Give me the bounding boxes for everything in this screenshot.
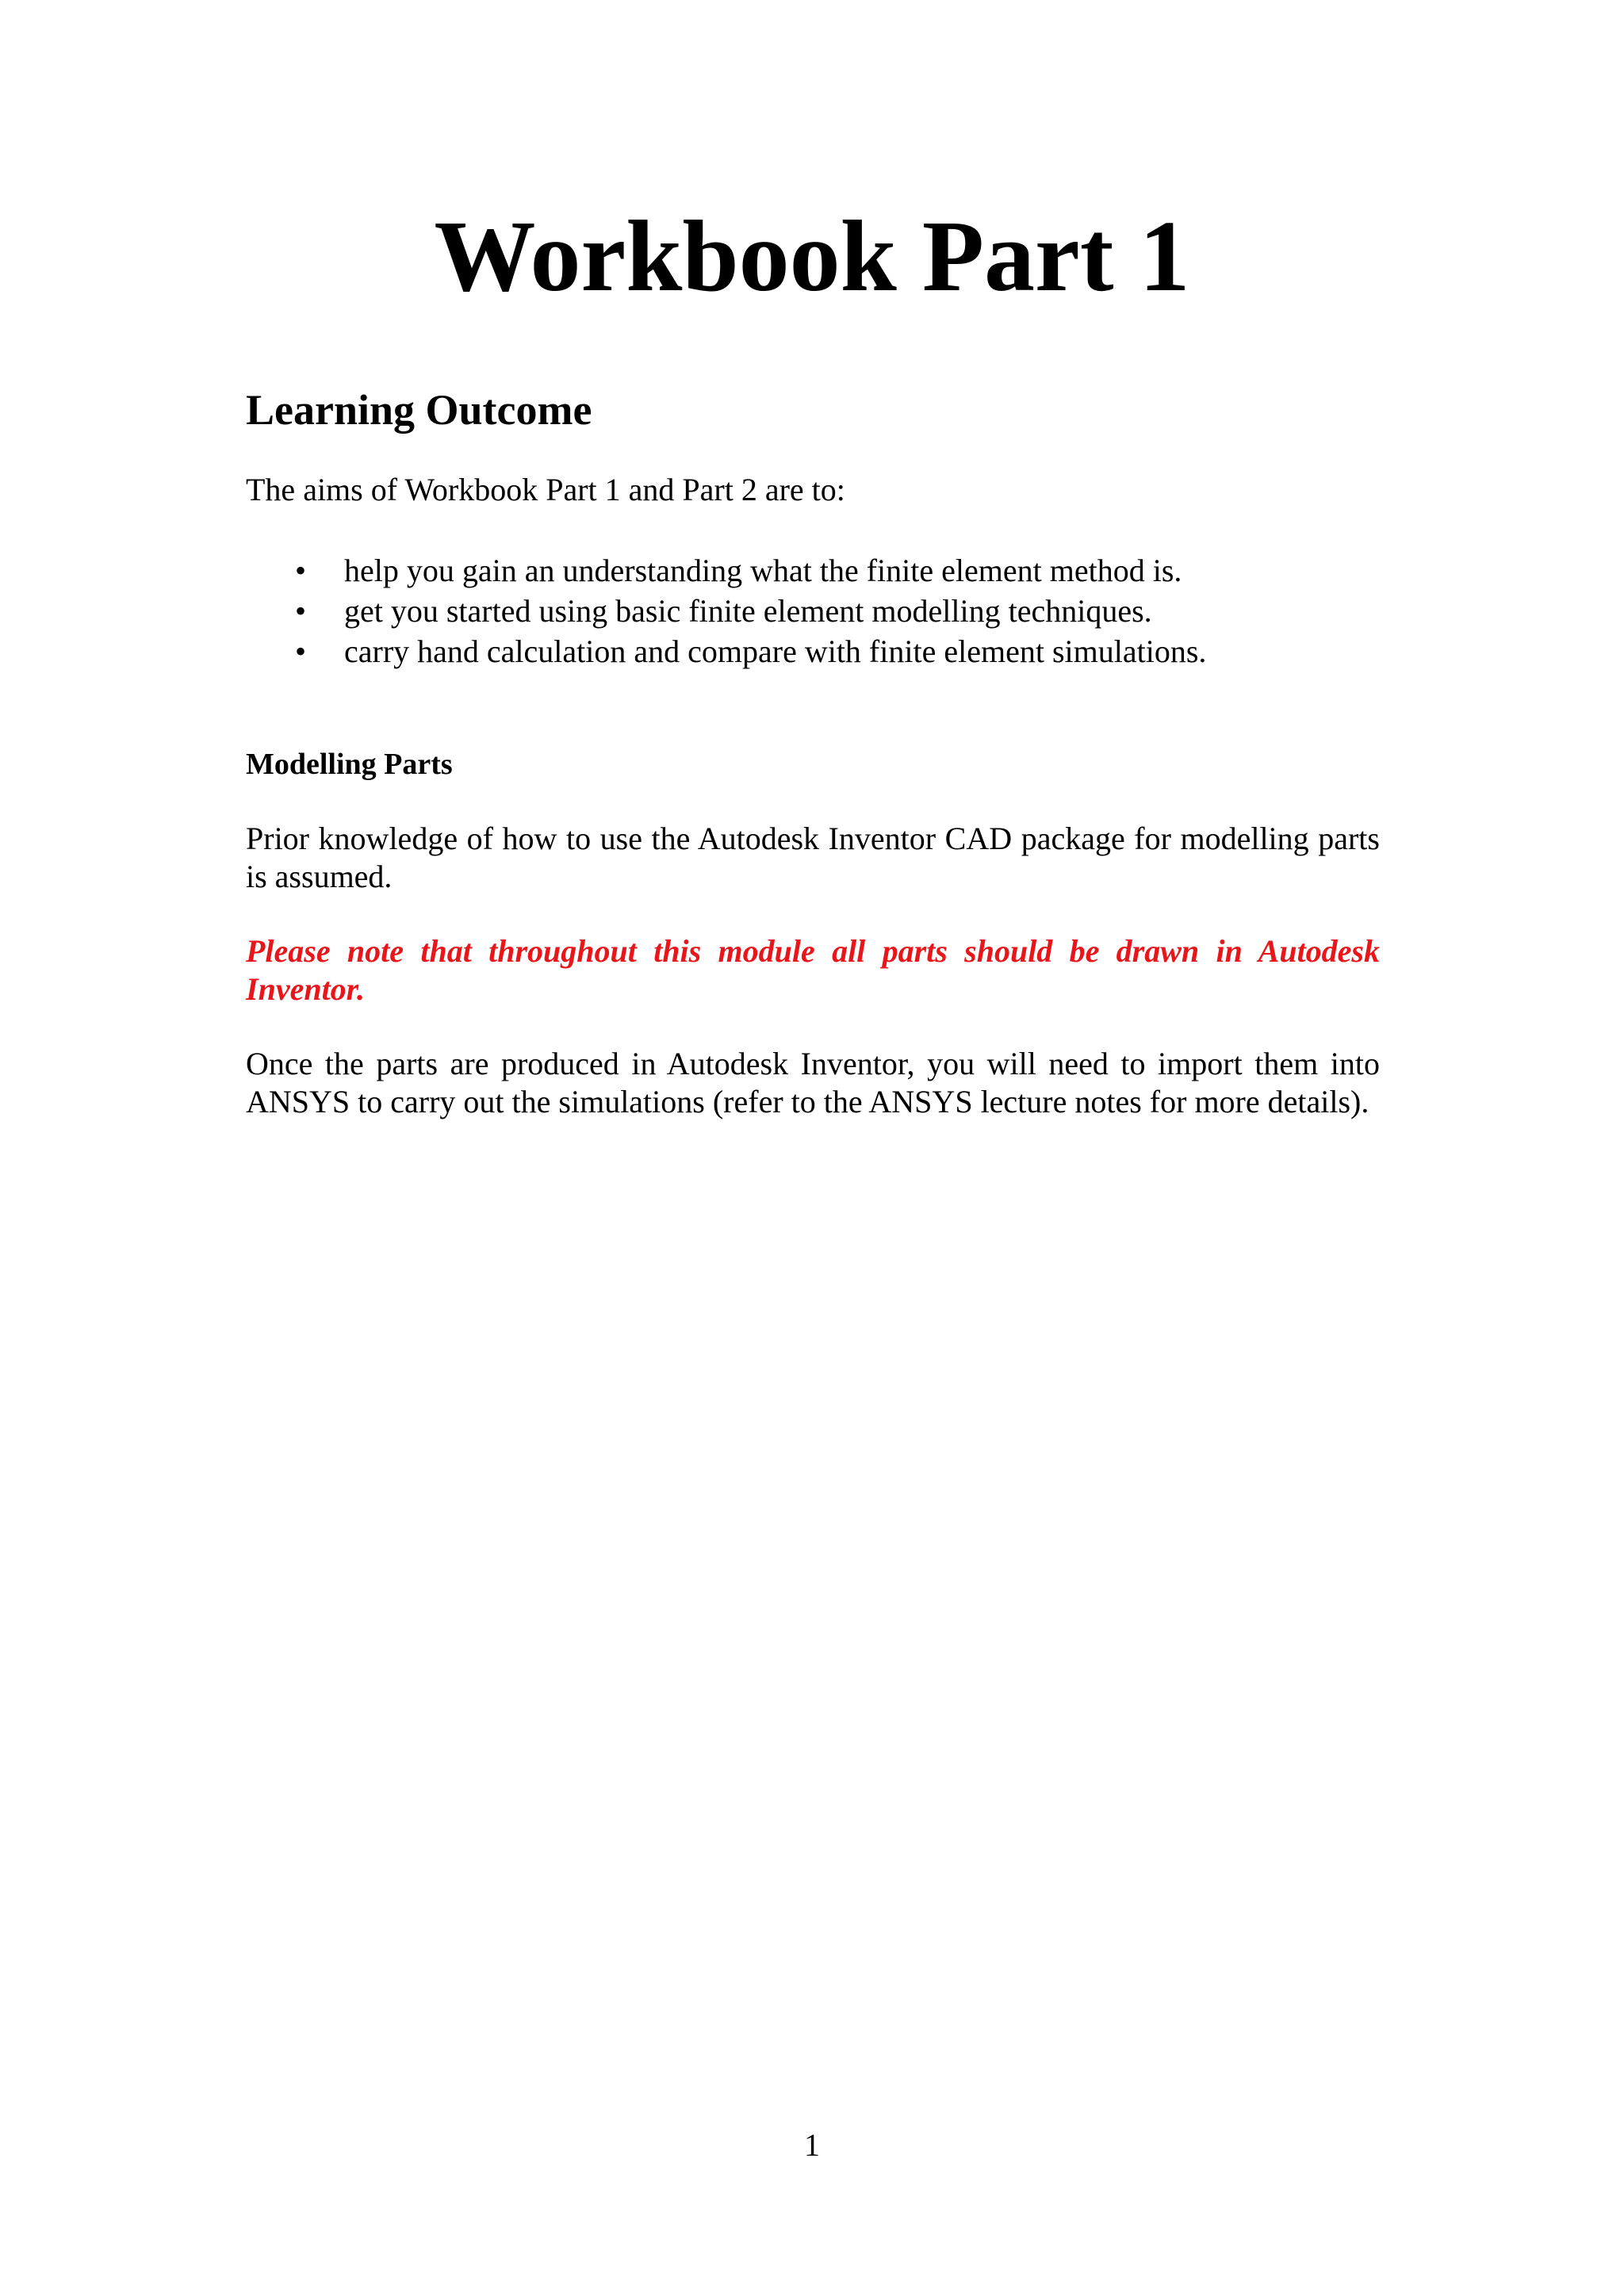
bullet-icon: •	[295, 553, 307, 588]
list-item	[246, 631, 1380, 672]
important-note-paragraph: Please note that throughout this module all parts should be drawn in Autodesk Inventor.	[246, 933, 1380, 1007]
bullet-icon: •	[295, 633, 307, 669]
page-number: 1	[804, 2127, 820, 2163]
aim-text: get you started using basic finite element modelling techniques.	[344, 593, 1152, 629]
import-instructions-paragraph: Once the parts are produced in Autodesk Inventor, you will need to import them into ANSYS to carry out the simulations (refer to the ANSYS lecture notes for more details).	[246, 1046, 1380, 1119]
bullet-icon: •	[295, 593, 307, 629]
aim-text: help you gain an understanding what the finite element method is.	[344, 553, 1182, 588]
list-item	[246, 550, 1380, 591]
subheading-modelling-parts: Modelling Parts	[246, 748, 453, 781]
aims-list	[246, 550, 1380, 672]
aim-text: carry hand calculation and compare with finite element simulations.	[344, 633, 1207, 669]
intro-paragraph: The aims of Workbook Part 1 and Part 2 are to:	[246, 472, 845, 507]
document-title: Workbook Part 1	[434, 200, 1190, 312]
list-item	[246, 591, 1380, 631]
prior-knowledge-paragraph: Prior knowledge of how to use the Autodesk Inventor CAD package for modelling parts is assumed.	[246, 821, 1380, 894]
section-heading-learning-outcome: Learning Outcome	[246, 386, 592, 434]
